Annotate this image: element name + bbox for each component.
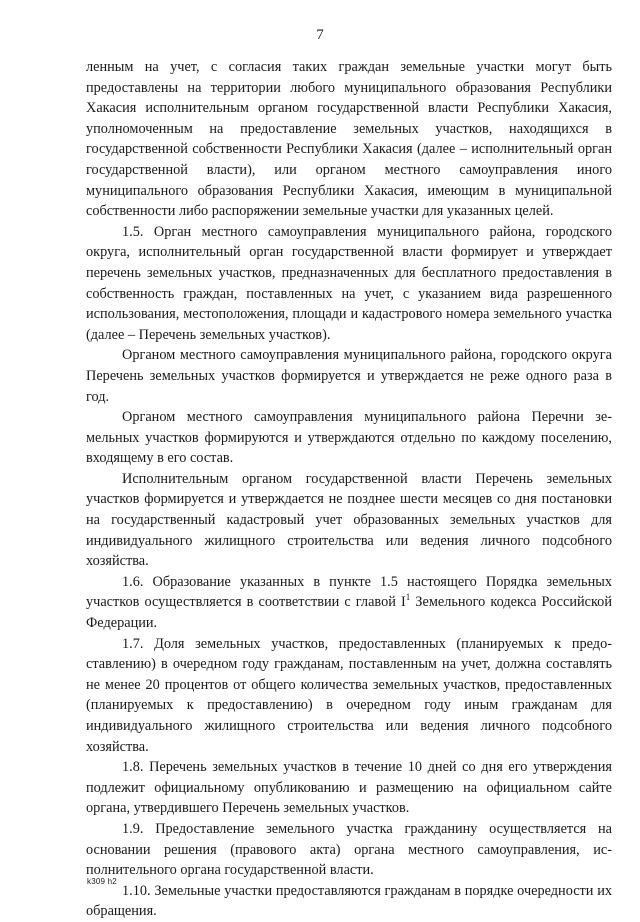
page-number: 7 <box>316 27 324 43</box>
document-body <box>86 57 612 922</box>
paragraph-1-8: 1.8. Перечень земельных участков в течение 10 дней со дня его утверждения подлежит официальному опубликованию и размещению на официальном сайте органа, утвердившего Перечень земельных участков. <box>86 759 612 817</box>
paragraph-1-6-text-after: Земельного кодекса Российской Федерации. <box>86 594 612 632</box>
footer-code: k309 h2 <box>87 877 117 886</box>
chapter-superscript: 1 <box>405 592 411 603</box>
paragraph-1-6-text-before: 1.6. Образование указанных в пункте 1.5 настоящего Порядка земельных участков осуществляется в соответствии с главой I <box>86 573 612 611</box>
paragraph-1-6 <box>86 572 612 634</box>
paragraph-1-9: 1.9. Предоставление земельного участка гражданину осуществляется на основании решения (правового акта) органа местного самоуправления, исполнительного органа государственной власти. <box>86 820 612 879</box>
paragraph-1-5: 1.5. Орган местного самоуправления муниципального района, городского округа, исполнительный орган государственной власти формирует и утверждает перечень земельных участков, предназначенных для бесплатного предоставления в собственность граждан, поставленных на учет, с указанием вида разрешенного использования, местоположения, площади и кадастрового номера земельного участка (далее – Перечень земельных участков). <box>86 223 612 343</box>
paragraph-1-10: 1.10. Земельные участки предоставляются гражданам в порядке очередности их обращения. <box>86 882 612 920</box>
paragraph-1-5-annual: Органом местного самоуправления муниципального района, городского округа Перечень земельных участков формируется и утверждается не реже одного раза в год. <box>86 347 612 405</box>
paragraph-1-5-deadline: Исполнительным органом государственной власти Перечень земельных участков формируется и утверждается не позднее шести месяцев со дня постановки на государственный кадастровый учет образованных земельных участков для индивидуального жилищного строительства или ведения личного подсобного хозяйства. <box>86 470 612 570</box>
paragraph-continuation: ленным на учет, с согласия таких граждан земельные участки могут быть предоставлены на территории любого муниципального образования Республики Хакасия исполнительным органом государственной власти Республики Хакасия, уполномоченным на предоставление земельных участков, находящихся в государственной собственности Республики Хакасия (далее – исполнительный орган государственной власти), или органом местного самоуправления иного муниципального образования Республики Хакасия, имеющим в муниципальной собственности либо распоряжении земельные участки для указанных целей. <box>86 59 612 220</box>
paragraph-1-7: 1.7. Доля земельных участков, предоставленных (планируемых к предоставлению) в очередном году гражданам, поставленным на учет, должна составлять не менее 20 процентов от общего количества земельных участков, предоставленных (планируемых к предоставлению) в очередном году иным гражданам для индивидуального жилищного строительства или ведения личного подсобного хозяйства. <box>86 635 612 755</box>
paragraph-1-5-settlement: Органом местного самоуправления муниципального района Перечни земельных участков формируются и утверждаются отдельно по каждому поселению, входящему в его состав. <box>86 409 612 467</box>
